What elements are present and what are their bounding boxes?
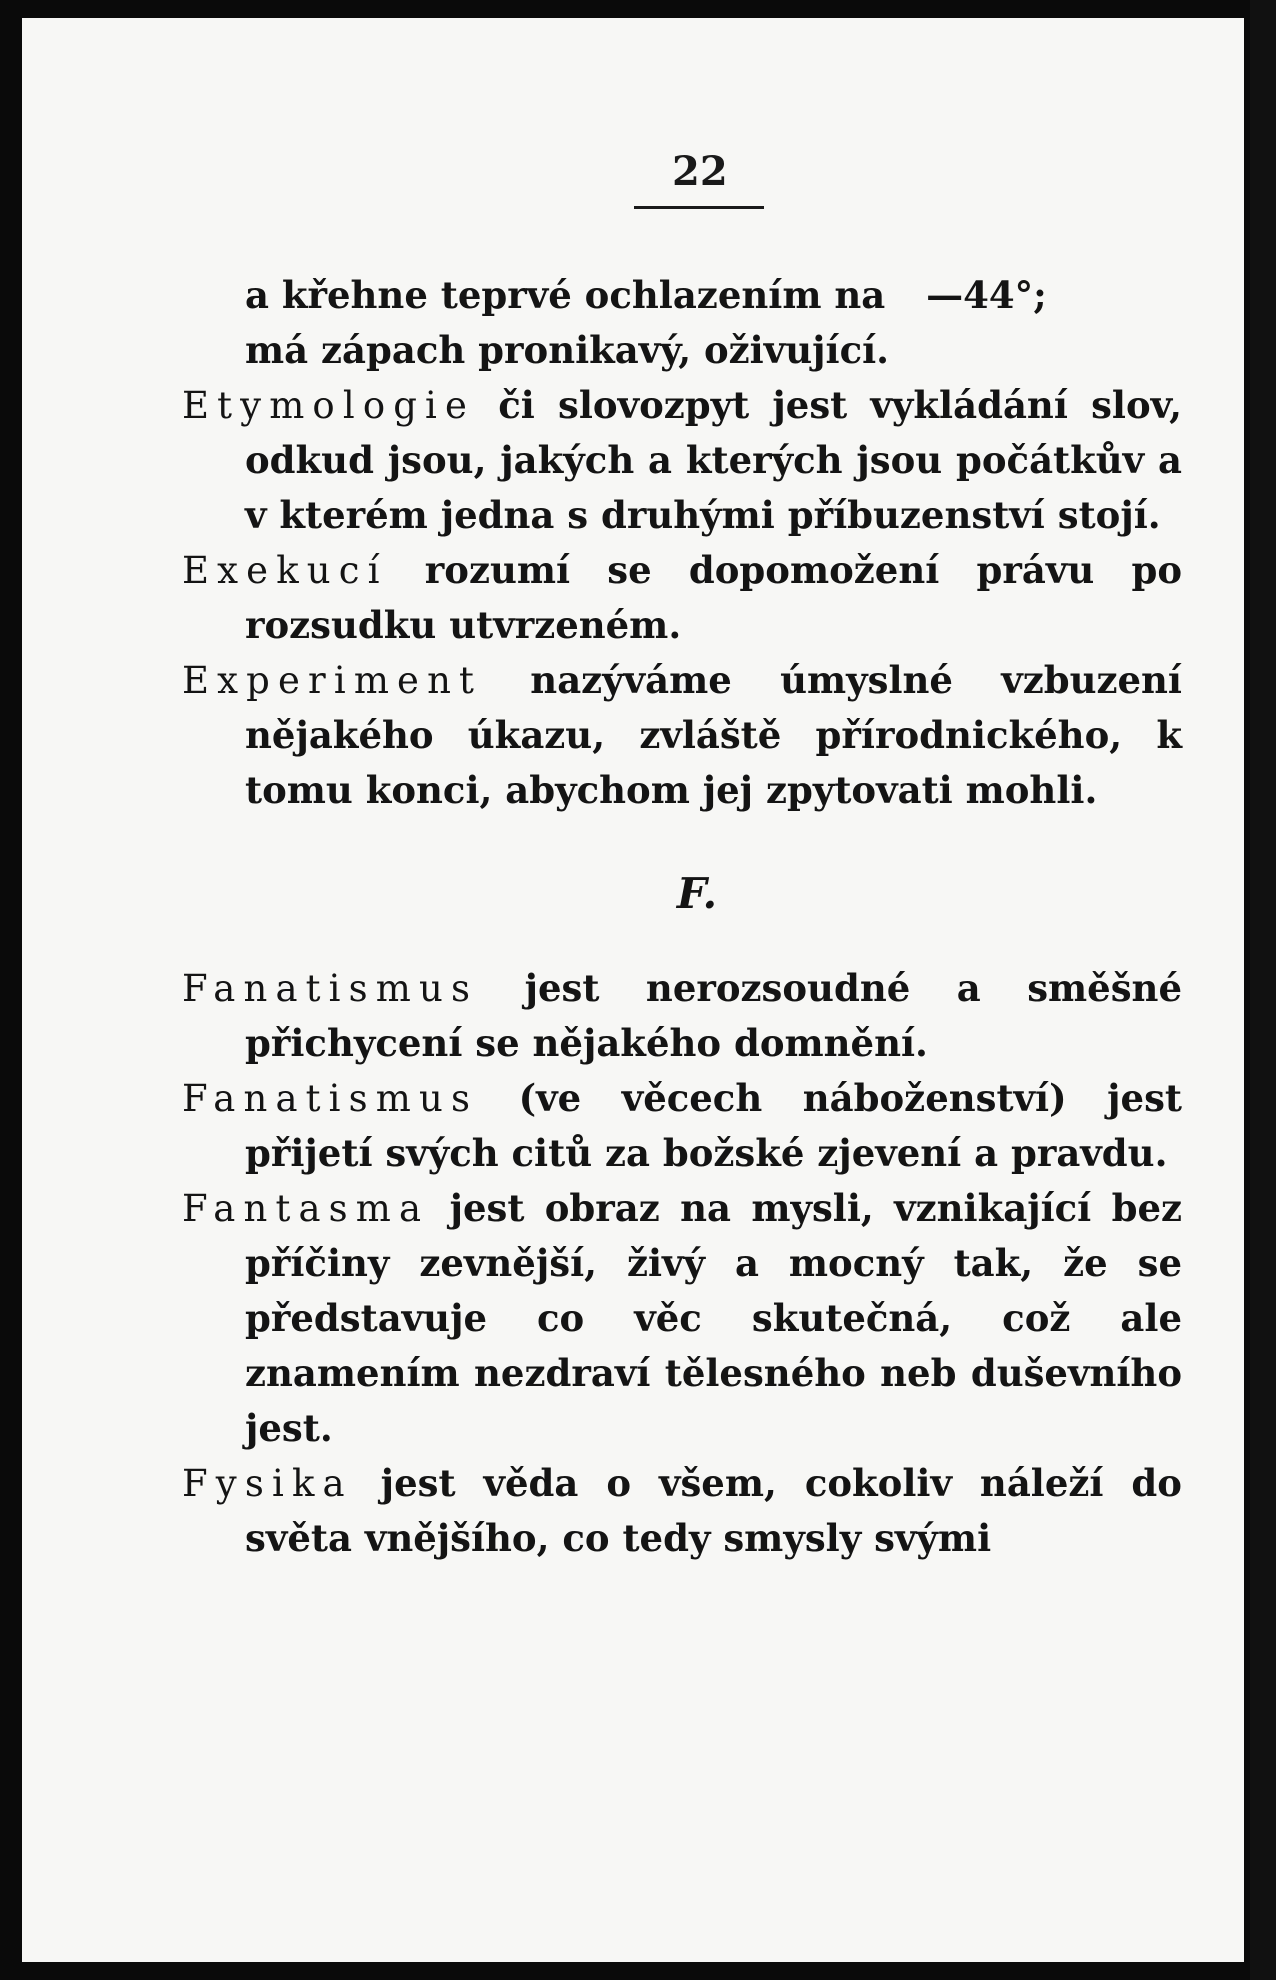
entry-term: Experiment [182, 659, 483, 702]
continued-dash: — [926, 273, 964, 317]
continued-value: 44°; [963, 273, 1047, 317]
entry-fanatismus-2 [182, 1071, 1182, 1181]
entry-term: Fanatismus [182, 967, 479, 1010]
continued-line-1: a křehne teprvé ochlazením na [245, 273, 886, 317]
entry-etymologie [182, 378, 1182, 543]
entry-term: Etymologie [182, 384, 476, 427]
continued-entry [182, 268, 1182, 378]
section-heading: F. [676, 869, 718, 918]
entry-fanatismus-1 [182, 961, 1182, 1071]
entry-definition: rozumí se dopomožení právu po rozsudku utvrzeném. [245, 548, 1182, 647]
continued-line-2: má zápach pronikavý, oživující. [245, 328, 890, 372]
entry-fantasma [182, 1181, 1182, 1456]
entry-exekuci [182, 543, 1182, 653]
scan-edge [1250, 0, 1276, 1980]
page-body [182, 268, 1182, 1566]
entry-definition: jest věda o všem, cokoliv náleží do světa vnějšího, co tedy smysly svými [245, 1461, 1182, 1560]
page-number: 22 [672, 148, 728, 195]
book-page [22, 18, 1244, 1962]
page-number-rule [634, 206, 764, 209]
entry-term: Exekucí [182, 549, 388, 592]
entry-experiment [182, 653, 1182, 818]
entry-definition: či slovozpyt jest vykládání slov, odkud jsou, jakých a kterých jsou počátkův a v kterém jedna s druhými příbuzenství stojí. [245, 383, 1182, 537]
entry-term: Fysika [182, 1462, 353, 1505]
entry-definition: nazýváme úmyslné vzbuzení nějakého úkazu, zvláště přírodnického, k tomu konci, abychom jej zpytovati mohli. [245, 658, 1182, 812]
entry-term: Fantasma [182, 1187, 430, 1230]
entry-fysika [182, 1456, 1182, 1566]
entry-term: Fanatismus [182, 1077, 479, 1120]
entry-definition: (ve věcech náboženství) jest přijetí svých citů za božské zjevení a pravdu. [245, 1076, 1182, 1175]
entry-definition: jest nerozsoudné a směšné přichycení se nějakého domnění. [245, 966, 1182, 1065]
entry-definition: jest obraz na mysli, vznikající bez příčiny zevnější, živý a mocný tak, že se představuje co věc skutečná, což ale znamením nezdraví tělesného neb duševního jest. [245, 1186, 1182, 1450]
